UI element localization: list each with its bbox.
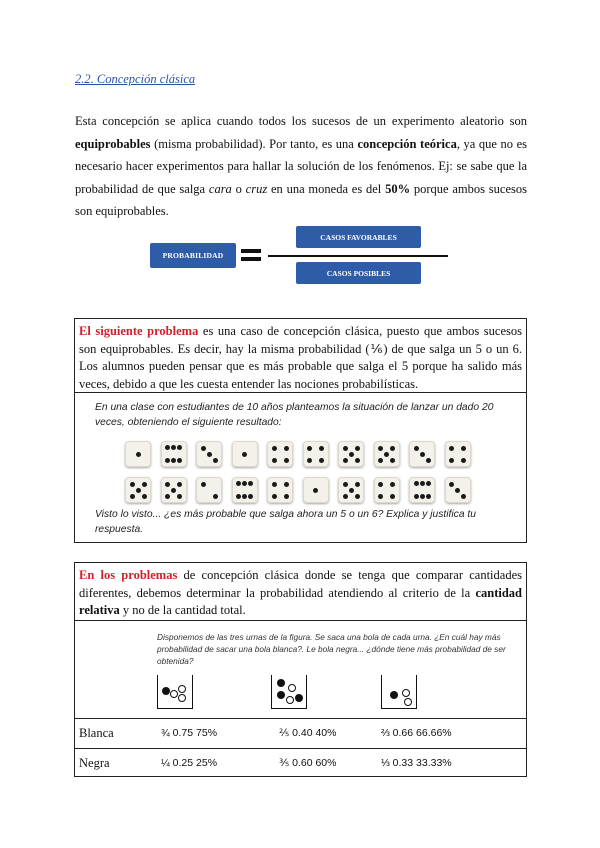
die-pip	[171, 488, 176, 493]
urn-problem-question: Disponemos de las tres urnas de la figura. Se saca una bola de cada urna. ¿En cuál hay más probabilidad de sacar una bola blanca?. Le bola negra... ¿dónde tiene más probabilidad de ser obtenida?	[157, 632, 506, 666]
die-pip	[378, 494, 383, 499]
die-pip	[355, 494, 360, 499]
die-pip	[414, 446, 419, 451]
die-pip	[461, 494, 466, 499]
dice-row-1	[125, 441, 485, 471]
die-pip	[242, 452, 247, 457]
die-face-2	[196, 477, 222, 503]
die-face-6	[232, 477, 258, 503]
die-face-4	[374, 477, 400, 503]
dice-problem-question: Visto lo visto... ¿es más probable que salga ahora un 5 o un 6? Explica y justifica tu respuesta.	[95, 509, 477, 535]
die-face-5	[125, 477, 151, 503]
die-face-5	[161, 477, 187, 503]
equals-sign	[241, 249, 261, 263]
die-pip	[319, 458, 324, 463]
die-pip	[165, 494, 170, 499]
die-pip	[165, 482, 170, 487]
die-pip	[242, 481, 247, 486]
die-face-6	[409, 477, 435, 503]
die-pip	[248, 481, 253, 486]
die-pip	[284, 458, 289, 463]
probability-box: PROBABILIDAD	[150, 243, 236, 268]
die-pip	[461, 458, 466, 463]
die-pip	[248, 494, 253, 499]
die-pip	[284, 482, 289, 487]
die-pip	[414, 494, 419, 499]
urn-problem-explanation: En los problemas de concepción clásica donde se tenga que comparar cantidades diferentes, debemos determinar la probabilidad atendiendo al criterio de la cantidad relativa y no de la cantidad total.	[75, 563, 526, 621]
die-face-5	[338, 441, 364, 467]
die-pip	[343, 446, 348, 451]
die-pip	[343, 458, 348, 463]
die-pip	[272, 446, 277, 451]
die-pip	[349, 452, 354, 457]
white-ball	[170, 690, 178, 698]
intro-paragraph: Esta concepción se aplica cuando todos los sucesos de un experimento aleatorio son equiprobables (misma probabilidad). Por tanto, es una concepción teórica, ya que no es necesario hacer experimentos para hallar la solución de los fenómenos. Ej: se sabe que la probabilidad de que salga cara o cruz en una moneda es del 50% porque ambos sucesos son equiprobables.	[75, 114, 527, 218]
die-pip	[130, 482, 135, 487]
die-pip	[284, 494, 289, 499]
die-pip	[201, 446, 206, 451]
section-heading: 2.2. Concepción clásica	[75, 72, 196, 86]
table-row	[75, 748, 526, 778]
dice-problem-explanation: El siguiente problema es una caso de concepción clásica, puesto que ambos sucesos son equiprobables. Es decir, hay la misma probabilidad (⅙) de que salga un 5 o un 6. Los alumnos pueden pensar que es más probable que salga el 5 porque ha salido más veces, debido a que les cuesta entender las nociones probabilísticas.	[75, 319, 526, 393]
die-pip	[307, 446, 312, 451]
favorable-cases-box: CASOS FAVORABLES	[296, 226, 421, 248]
die-pip	[201, 482, 206, 487]
die-pip	[177, 445, 182, 450]
fraction-line	[268, 255, 448, 257]
die-pip	[426, 458, 431, 463]
die-pip	[272, 494, 277, 499]
urn-2-white-value: ⅖ 0.40 40%	[279, 727, 337, 739]
die-pip	[142, 494, 147, 499]
die-pip	[414, 481, 419, 486]
die-face-1	[125, 441, 151, 467]
die-pip	[213, 458, 218, 463]
die-face-4	[445, 441, 471, 467]
die-pip	[390, 446, 395, 451]
die-pip	[343, 494, 348, 499]
die-face-4	[267, 477, 293, 503]
die-pip	[420, 452, 425, 457]
die-pip	[171, 445, 176, 450]
die-pip	[207, 452, 212, 457]
die-pip	[449, 458, 454, 463]
die-pip	[171, 458, 176, 463]
row-label-black: Negra	[79, 756, 110, 770]
die-pip	[130, 494, 135, 499]
white-ball	[402, 689, 410, 697]
die-pip	[272, 482, 277, 487]
die-pip	[142, 482, 147, 487]
white-ball	[178, 685, 186, 693]
possible-cases-box: CASOS POSIBLES	[296, 262, 421, 284]
die-pip	[136, 488, 141, 493]
black-ball	[277, 679, 285, 687]
dice-problem-box	[74, 318, 527, 543]
urn-3	[381, 675, 417, 709]
die-pip	[307, 458, 312, 463]
die-pip	[343, 482, 348, 487]
die-face-3	[196, 441, 222, 467]
die-pip	[355, 482, 360, 487]
die-pip	[355, 446, 360, 451]
die-pip	[165, 458, 170, 463]
die-pip	[449, 482, 454, 487]
die-face-4	[267, 441, 293, 467]
urn-2-black-value: ⅗ 0.60 60%	[279, 757, 337, 769]
die-pip	[378, 458, 383, 463]
urn-problem-box	[74, 562, 527, 777]
die-pip	[319, 446, 324, 451]
white-ball	[178, 694, 186, 702]
die-pip	[136, 452, 141, 457]
black-ball	[162, 687, 170, 695]
urn-1-white-value: ¾ 0.75 75%	[161, 727, 218, 739]
die-pip	[242, 494, 247, 499]
die-pip	[378, 446, 383, 451]
die-pip	[165, 445, 170, 450]
die-pip	[236, 481, 241, 486]
urn-1	[157, 675, 193, 709]
die-face-6	[161, 441, 187, 467]
dice-row-2	[125, 477, 485, 507]
die-pip	[420, 481, 425, 486]
die-pip	[177, 482, 182, 487]
black-ball	[295, 694, 303, 702]
die-face-4	[303, 441, 329, 467]
dice-problem-statement: En una clase con estudiantes de 10 años planteamos la situación de lanzar un dado 20 veces, obteniendo el siguiente resultado:	[95, 402, 494, 428]
probability-table	[75, 718, 526, 778]
die-face-1	[303, 477, 329, 503]
die-pip	[390, 494, 395, 499]
die-pip	[177, 458, 182, 463]
white-ball	[404, 698, 412, 706]
die-pip	[384, 452, 389, 457]
urn-3-white-value: ⅔ 0.66 66.66%	[381, 727, 452, 739]
die-pip	[349, 488, 354, 493]
die-pip	[390, 482, 395, 487]
urn-1-black-value: ¼ 0.25 25%	[161, 757, 218, 769]
die-face-5	[338, 477, 364, 503]
die-pip	[272, 458, 277, 463]
die-face-5	[374, 441, 400, 467]
die-pip	[313, 488, 318, 493]
white-ball	[288, 684, 296, 692]
die-pip	[177, 494, 182, 499]
die-face-1	[232, 441, 258, 467]
die-pip	[378, 482, 383, 487]
die-face-3	[445, 477, 471, 503]
die-pip	[461, 446, 466, 451]
die-pip	[284, 446, 289, 451]
die-face-3	[409, 441, 435, 467]
die-pip	[426, 481, 431, 486]
urn-3-black-value: ⅓ 0.33 33.33%	[381, 757, 452, 769]
die-pip	[449, 446, 454, 451]
row-label-white: Blanca	[79, 726, 114, 740]
black-ball	[390, 691, 398, 699]
die-pip	[213, 494, 218, 499]
die-pip	[236, 494, 241, 499]
table-row	[75, 718, 526, 748]
black-ball	[277, 691, 285, 699]
urn-2	[271, 675, 307, 709]
die-pip	[426, 494, 431, 499]
die-pip	[390, 458, 395, 463]
die-pip	[355, 458, 360, 463]
die-pip	[420, 494, 425, 499]
white-ball	[286, 696, 294, 704]
die-pip	[455, 488, 460, 493]
